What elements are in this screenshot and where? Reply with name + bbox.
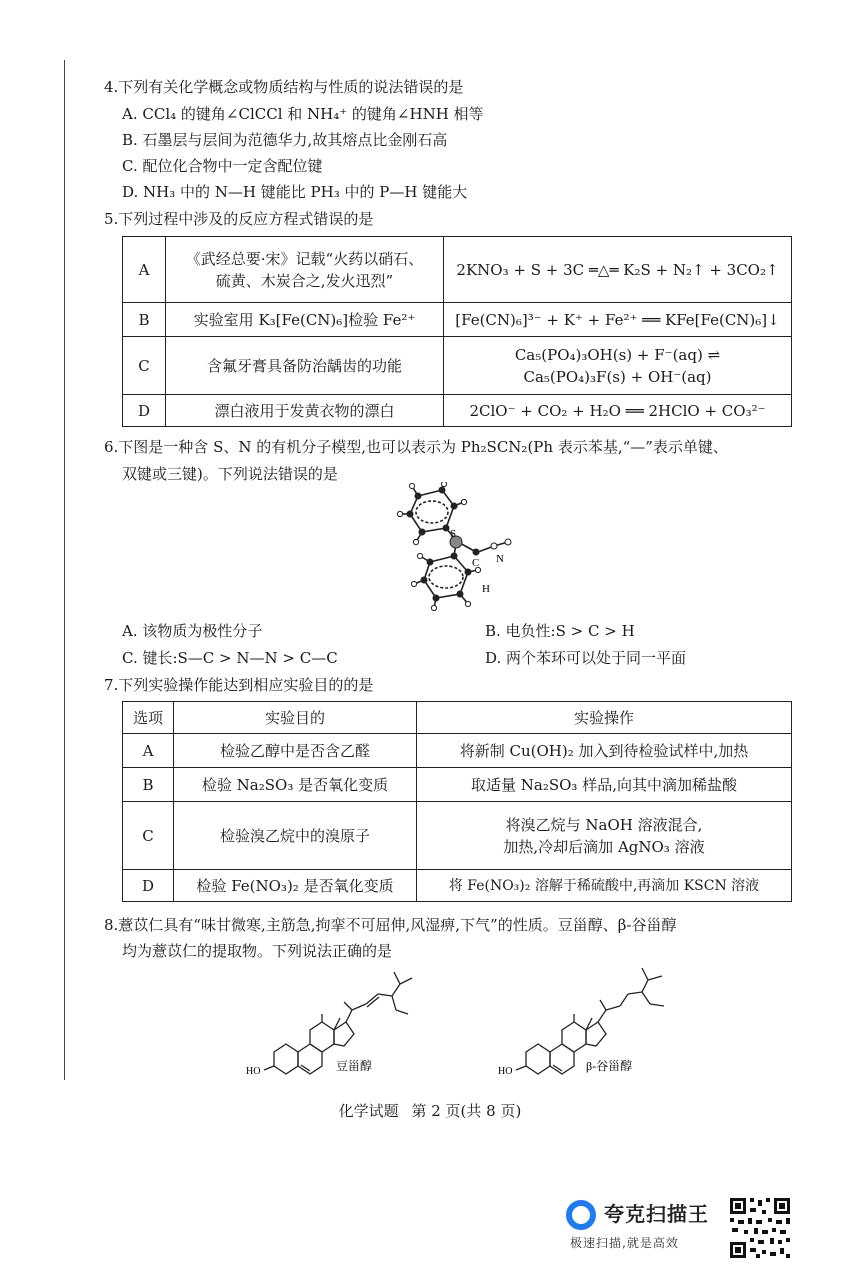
table-row bbox=[123, 395, 792, 427]
table-row bbox=[123, 237, 792, 303]
q5-desc-line: 硫黄、木炭合之,发火迅烈” bbox=[215, 271, 394, 290]
q5-row-equation: 2ClO⁻ + CO₂ + H₂O ══ 2HClO + CO₃²⁻ bbox=[444, 395, 792, 427]
table-row bbox=[123, 303, 792, 337]
table-row bbox=[123, 768, 792, 802]
footer-subject: 化学试题 bbox=[338, 1102, 399, 1120]
binding-margin-rule bbox=[64, 60, 65, 1080]
q5-row-description: 含氟牙膏具备防治龋齿的功能 bbox=[166, 337, 444, 395]
q5-row-description: 实验室用 K₃[Fe(CN)₆]检验 Fe²⁺ bbox=[166, 303, 444, 337]
q6-option-c: C. 键长:S—C > N—N > C—C bbox=[122, 649, 338, 667]
qr-code-icon bbox=[728, 1196, 792, 1260]
atom-label-c: C bbox=[472, 557, 480, 569]
footer-page-number: 第 2 页(共 8 页) bbox=[411, 1102, 522, 1120]
q7-header-operation: 实验操作 bbox=[417, 702, 792, 734]
q7-table bbox=[122, 701, 792, 902]
q7-op-line: 加热,冷却后滴加 AgNO₃ 溶液 bbox=[503, 837, 705, 856]
table-row bbox=[123, 337, 792, 395]
quark-logo-icon bbox=[566, 1200, 596, 1230]
q8-stem-line2: 均为薏苡仁的提取物。下列说法正确的是 bbox=[122, 942, 393, 960]
q6-option-b: B. 电负性:S > C > H bbox=[485, 622, 635, 640]
q5-row-label: D bbox=[123, 395, 166, 427]
q7-row-goal: 检验 Na₂SO₃ 是否氧化变质 bbox=[174, 768, 417, 802]
q7-row-goal: 检验溴乙烷中的溴原子 bbox=[174, 802, 417, 870]
q5-eq-line: Ca₅(PO₄)₃F(s) + OH⁻(aq) bbox=[523, 367, 712, 386]
stigmasterol-ho-label: HO bbox=[246, 1066, 261, 1077]
q5-desc-line: 《武经总要·宋》记载“火药以硝石、 bbox=[185, 249, 424, 268]
q8-stem-line1: 8.薏苡仁具有“味甘微寒,主筋急,拘挛不可屈伸,风湿痹,下气”的性质。豆甾醇、β-谷甾醇 bbox=[104, 916, 677, 934]
page-footer bbox=[0, 1100, 860, 1121]
q7-stem: 7.下列实验操作能达到相应实验目的的是 bbox=[104, 676, 374, 694]
q7-row-goal: 检验乙醇中是否含乙醛 bbox=[174, 734, 417, 768]
q7-header-option: 选项 bbox=[123, 702, 174, 734]
q6-option-d: D. 两个苯环可以处于同一平面 bbox=[485, 649, 687, 667]
q4-option-b: B. 石墨层与层间为范德华力,故其熔点比金刚石高 bbox=[122, 131, 448, 149]
q5-row-equation bbox=[444, 337, 792, 395]
q5-row-description bbox=[166, 237, 444, 303]
q5-row-label: A bbox=[123, 237, 166, 303]
stigmasterol-structure bbox=[244, 962, 434, 1080]
q7-row-label: D bbox=[123, 870, 174, 902]
q4-option-d: D. NH₃ 中的 N—H 键能比 PH₃ 中的 P—H 键能大 bbox=[122, 183, 468, 201]
q5-row-description: 漂白液用于发黄衣物的漂白 bbox=[166, 395, 444, 427]
brand-name: 夸克扫描王 bbox=[604, 1202, 709, 1226]
scanner-watermark bbox=[566, 1196, 736, 1256]
q5-table bbox=[122, 236, 792, 427]
q6-stem-line2: 双键或三键)。下列说法错误的是 bbox=[122, 465, 338, 483]
q5-row-label: C bbox=[123, 337, 166, 395]
q6-stem-line1: 6.下图是一种含 S、N 的有机分子模型,也可以表示为 Ph₂SCN₂(Ph 表示苯基,“—”表示单键、 bbox=[104, 438, 728, 456]
beta-sitosterol-ho-label: HO bbox=[498, 1066, 513, 1077]
q4-stem: 4.下列有关化学概念或物质结构与性质的说法错误的是 bbox=[104, 78, 464, 96]
q7-row-operation: 取适量 Na₂SO₃ 样品,向其中滴加稀盐酸 bbox=[417, 768, 792, 802]
q7-row-operation bbox=[417, 802, 792, 870]
q5-row-equation: 2KNO₃ + S + 3C ═△═ K₂S + N₂↑ + 3CO₂↑ bbox=[444, 237, 792, 303]
q5-eq-line: Ca₅(PO₄)₃OH(s) + F⁻(aq) ⇌ bbox=[514, 345, 721, 364]
q5-stem: 5.下列过程中涉及的反应方程式错误的是 bbox=[104, 210, 374, 228]
atom-label-s: S bbox=[450, 528, 457, 540]
q4-option-c: C. 配位化合物中一定含配位键 bbox=[122, 157, 323, 175]
atom-label-n: N bbox=[496, 553, 504, 565]
beta-sitosterol-caption: β-谷甾醇 bbox=[586, 1059, 633, 1073]
stigmasterol-caption: 豆甾醇 bbox=[336, 1059, 373, 1073]
table-header-row bbox=[123, 702, 792, 734]
brand-slogan: 极速扫描,就是高效 bbox=[570, 1236, 679, 1250]
q6-option-a: A. 该物质为极性分子 bbox=[122, 622, 263, 640]
q7-row-label: B bbox=[123, 768, 174, 802]
table-row bbox=[123, 734, 792, 768]
q7-row-operation: 将新制 Cu(OH)₂ 加入到待检验试样中,加热 bbox=[417, 734, 792, 768]
q4-option-a: A. CCl₄ 的键角∠ClCCl 和 NH₄⁺ 的键角∠HNH 相等 bbox=[122, 105, 484, 123]
q7-row-label: A bbox=[123, 734, 174, 768]
atom-label-h: H bbox=[482, 583, 490, 595]
q5-row-equation: [Fe(CN)₆]³⁻ + K⁺ + Fe²⁺ ══ KFe[Fe(CN)₆]↓ bbox=[444, 303, 792, 337]
q7-row-label: C bbox=[123, 802, 174, 870]
q7-row-goal: 检验 Fe(NO₃)₂ 是否氧化变质 bbox=[174, 870, 417, 902]
table-row bbox=[123, 802, 792, 870]
beta-sitosterol-structure bbox=[496, 962, 686, 1080]
q7-row-operation: 将 Fe(NO₃)₂ 溶解于稀硫酸中,再滴加 KSCN 溶液 bbox=[417, 870, 792, 902]
table-row bbox=[123, 870, 792, 902]
q7-header-goal: 实验目的 bbox=[174, 702, 417, 734]
molecule-model-ph2scn2 bbox=[396, 482, 526, 614]
q7-op-line: 将溴乙烷与 NaOH 溶液混合, bbox=[505, 815, 703, 834]
q5-row-label: B bbox=[123, 303, 166, 337]
